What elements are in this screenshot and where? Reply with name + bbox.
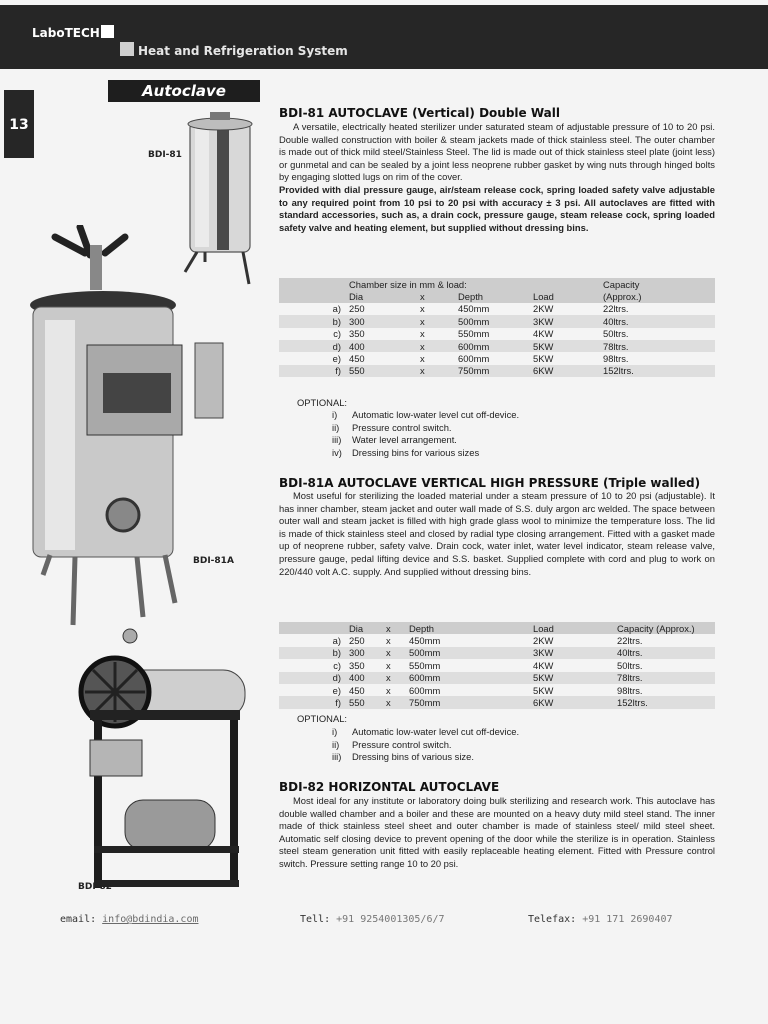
table-cell-dia: 400 (349, 672, 386, 684)
footer-phone (300, 914, 445, 925)
table-cell-capacity: 40ltrs. (603, 315, 715, 327)
load-header: Load (533, 290, 603, 302)
table-row (279, 684, 715, 696)
bdi81-optional-title: OPTIONAL: (297, 397, 348, 408)
table-cell-load: 2KW (533, 635, 554, 647)
table-cell-id: c) (333, 328, 341, 340)
table-row (279, 340, 715, 352)
list-item-number: i) (332, 409, 338, 420)
table-row (279, 365, 715, 377)
table-cell-dia: 350 (349, 659, 365, 671)
brand-name: LaboTECH (32, 25, 114, 40)
bdi82-image-label: BDI-82 (78, 882, 112, 892)
bdi82-paragraph: Most ideal for any institute or laboratory doing bulk sterilizing and research work. This autoclave has double walled chamber and a boiler and these are mounted on a heavy duty mild steel stand. The inner made of thick stainless steel sheet and outer chamber is made of stainless steel/ mild steel sheet. Automatic self closing device to prevent opening of the door while the sterilize is in operation. Stainless steel steam generation unit fitted with easily replaceable heating element. Fitted with Pressure control switch. Pressure setting range 10 to 20 psi. (279, 795, 715, 869)
footer-email (60, 914, 198, 925)
table-cell-capacity: 98ltrs. (617, 684, 643, 696)
load-header: Load (533, 622, 617, 634)
table-cell-x: x (386, 684, 391, 696)
list-item (332, 434, 519, 447)
table-cell-load: 4KW (533, 328, 554, 340)
capacity-header: Capacity (Approx.) (617, 622, 715, 634)
table-cell-dia: 450 (349, 353, 365, 365)
bdi81a-spec-table (279, 622, 715, 709)
list-item-text: Water level arrangement. (352, 434, 457, 446)
bdi81-spec-table (279, 278, 715, 377)
table-cell-id: d) (279, 672, 349, 684)
depth-header: Depth (409, 622, 533, 634)
list-item-number: iii) (332, 434, 342, 446)
bdi81-heading: BDI-81 AUTOCLAVE (Vertical) Double Wall (279, 106, 560, 120)
table-row (279, 659, 715, 671)
list-item (332, 422, 519, 435)
table-row (279, 352, 715, 364)
table-cell-capacity: 22ltrs. (603, 303, 629, 315)
table-cell-depth: 500mm (458, 315, 533, 327)
table-row (279, 647, 715, 659)
table-cell-x: x (420, 303, 425, 315)
table-cell-id: f) (279, 696, 349, 708)
section-title: Autoclave (108, 80, 260, 102)
table-header-row (279, 622, 715, 634)
list-item-text: Automatic low-water level cut off-device. (352, 726, 520, 737)
approx-header: (Approx.) (603, 290, 715, 302)
table-cell-id: a) (332, 635, 341, 647)
table-cell-x: x (420, 315, 458, 327)
fax-label: Telefax: (528, 914, 577, 925)
table-cell-id: b) (279, 647, 349, 659)
x-header: x (386, 622, 409, 634)
table-cell-load: 5KW (533, 353, 554, 365)
header-subtitle: Heat and Refrigeration System (138, 44, 348, 58)
table-cell-load: 5KW (533, 672, 617, 684)
table-cell-x: x (386, 672, 409, 684)
table-cell-dia: 400 (349, 340, 420, 352)
table-cell-depth: 600mm (458, 340, 533, 352)
table-row (279, 303, 715, 315)
table-cell-capacity: 98ltrs. (603, 353, 629, 365)
table-cell-x: x (420, 353, 425, 365)
bdi81a-description (279, 490, 715, 578)
list-item-number: ii) (332, 421, 340, 433)
table-cell-capacity: 50ltrs. (603, 328, 629, 340)
table-row (279, 328, 715, 340)
footer-fax (528, 914, 673, 925)
dia-header: Dia (349, 622, 386, 634)
page-number: 13 (4, 90, 34, 158)
email-label: email: (60, 914, 97, 925)
table-cell-dia: 300 (349, 315, 420, 327)
bdi82-description (279, 795, 715, 871)
list-item (332, 409, 519, 422)
table-cell-depth: 450mm (458, 303, 490, 315)
table-cell-id: c) (333, 659, 341, 671)
list-item (332, 726, 519, 739)
capacity-header: Capacity (603, 278, 715, 290)
list-item-number: iii) (332, 751, 342, 763)
table-cell-x: x (386, 659, 391, 671)
bdi81a-paragraph: Most useful for sterilizing the loaded material under a steam pressure of 10 to 20 psi (adjustable). It has inner chamber, steam jacket and outer wall made of S.S. duly argon arc welded. The space between outer wall and steam jacket is filled with high grade glass wool to minimize the temperature loss. The lid is made of thick stainless steel and closed by radial type closing arrangement. Fitted with a gasket made up of neoprene rubber, safety valve. Drain cock, water inlet, water level indicator, steam release valve, pressure gauge, pedal lifting device and S.S. basket. Supplied complete with cord and plug to work on 220/440 volt A.C. supply. And supplied without dressing bins. (279, 490, 715, 577)
table-cell-x: x (386, 647, 409, 659)
bdi82-heading: BDI-82 HORIZONTAL AUTOCLAVE (279, 780, 500, 794)
table-cell-capacity: 40ltrs. (617, 647, 715, 659)
bdi81a-optional-title: OPTIONAL: (297, 713, 348, 724)
table-cell-capacity: 50ltrs. (617, 659, 643, 671)
list-item-text: Pressure control switch. (352, 738, 452, 750)
list-item-text: Pressure control switch. (352, 421, 452, 433)
table-cell-load: 5KW (533, 684, 554, 696)
bdi82-autoclave-image (60, 622, 250, 898)
table-cell-id: f) (279, 365, 349, 377)
page-header (0, 5, 768, 69)
list-item-text: Dressing bins of various size. (352, 751, 474, 763)
table-cell-capacity: 152ltrs. (603, 365, 715, 377)
table-cell-dia: 250 (349, 303, 365, 315)
table-cell-x: x (420, 328, 425, 340)
table-cell-load: 2KW (533, 303, 554, 315)
table-cell-id: e) (332, 684, 341, 696)
phone-label: Tell: (300, 914, 331, 925)
table-cell-x: x (420, 365, 458, 377)
table-cell-x: x (420, 340, 458, 352)
bdi81a-heading: BDI-81A AUTOCLAVE VERTICAL HIGH PRESSURE (Triple walled) (279, 476, 701, 490)
table-cell-load: 3KW (533, 315, 603, 327)
list-item-number: iv) (332, 446, 342, 458)
table-cell-depth: 600mm (409, 672, 533, 684)
chamber-size-header: Chamber size in mm & load: (349, 278, 533, 290)
table-cell-depth: 600mm (458, 353, 490, 365)
table-cell-depth: 550mm (458, 328, 490, 340)
table-cell-capacity: 22ltrs. (617, 635, 643, 647)
table-cell-id: e) (332, 353, 341, 365)
table-cell-load: 6KW (533, 696, 617, 708)
table-cell-depth: 750mm (409, 696, 533, 708)
table-cell-x: x (386, 635, 391, 647)
table-cell-x: x (386, 696, 409, 708)
table-cell-id: a) (332, 303, 341, 315)
bdi81-paragraph-2: Provided with dial pressure gauge, air/steam release cock, spring loaded safety valve adjustable to any required point from 10 psi to 20 psi with accuracy ± 3 psi. All autoclaves are fitted with standard accessories, such as, a drain cock, pressure gauge, steam release cock, spring loaded safety valve and heating element, but supplied without dressing bins. (279, 183, 715, 233)
bdi81-optional-list (332, 409, 519, 459)
list-item (332, 739, 519, 752)
table-cell-id: b) (279, 315, 349, 327)
table-cell-dia: 550 (349, 696, 386, 708)
table-row (279, 634, 715, 646)
table-cell-dia: 450 (349, 684, 365, 696)
table-cell-dia: 250 (349, 635, 365, 647)
table-header-row (279, 278, 715, 290)
table-cell-depth: 550mm (409, 659, 441, 671)
table-cell-dia: 300 (349, 647, 386, 659)
table-row (279, 672, 715, 684)
table-header-row (279, 290, 715, 302)
table-cell-load: 5KW (533, 340, 603, 352)
table-cell-depth: 500mm (409, 647, 533, 659)
phone-number: +91 9254001305/6/7 (336, 914, 445, 925)
x-header: x (420, 290, 458, 302)
table-cell-capacity: 78ltrs. (603, 340, 715, 352)
table-cell-load: 6KW (533, 365, 603, 377)
table-cell-depth: 450mm (409, 635, 441, 647)
table-cell-dia: 550 (349, 365, 420, 377)
bdi81a-autoclave-image (25, 225, 230, 635)
dia-header: Dia (349, 290, 420, 302)
table-cell-load: 3KW (533, 647, 617, 659)
email-link[interactable]: info@bdindia.com (102, 914, 199, 925)
list-item-text: Automatic low-water level cut off-device. (352, 409, 520, 420)
fax-number: +91 171 2690407 (582, 914, 673, 925)
table-row (279, 696, 715, 708)
table-cell-depth: 750mm (458, 365, 533, 377)
bdi81a-image-label: BDI-81A (193, 556, 234, 566)
list-item-number: ii) (332, 738, 340, 750)
bdi81a-optional-list (332, 726, 519, 764)
table-cell-dia: 350 (349, 328, 365, 340)
list-item (332, 751, 519, 764)
depth-header: Depth (458, 290, 533, 302)
list-item-text: Dressing bins for various sizes (352, 446, 480, 458)
table-cell-capacity: 78ltrs. (617, 672, 715, 684)
bdi81-description (279, 121, 715, 234)
table-row (279, 315, 715, 327)
table-cell-depth: 600mm (409, 684, 441, 696)
table-cell-id: d) (279, 340, 349, 352)
list-item-number: i) (332, 726, 338, 737)
table-cell-load: 4KW (533, 659, 554, 671)
header-square-mark (120, 42, 134, 56)
list-item (332, 447, 519, 460)
bdi81-paragraph-1: A versatile, electrically heated sterilizer under saturated steam of adjustable pressure of 10 to 20 psi. Double walled construction with boiler & steam jackets made of thick stainless steel. The outer chamber is made out of thick mild steel/Stainless Steel. The lid is made out of thick stainless steel plate (joint less) or gunmetal and can be sealed by a joint less neoprene rubber gasket by wing nuts through hinged bolts by engaging slotted lugs on rim of the cover. (279, 121, 715, 183)
table-cell-capacity: 152ltrs. (617, 696, 715, 708)
bdi81-image-label: BDI-81 (148, 150, 182, 160)
